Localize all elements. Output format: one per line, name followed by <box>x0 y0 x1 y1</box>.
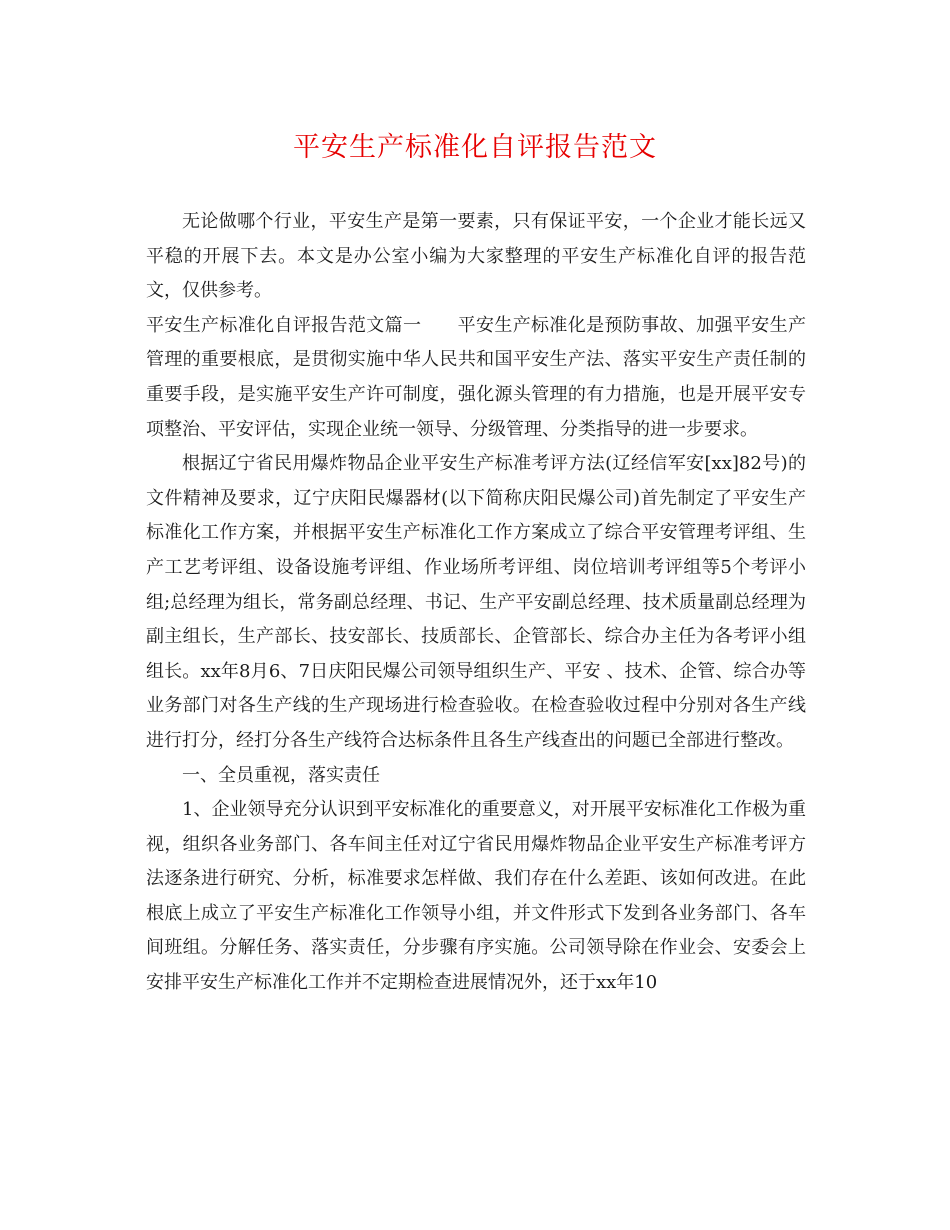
section1-paragraph <box>146 309 806 447</box>
document-body <box>146 205 806 1001</box>
section1-text: 平安生产标准化是预防事故、加强平安生产管理的重要根底，是贯彻实施中华人民共和国平安生产法、落实平安生产责任制的重要手段，是实施平安生产许可制度，强化源头管理的有力措施，也是开展平安专项整治、平安评估，实现企业统一领导、分级管理、分类指导的进一步要求。 <box>146 314 807 440</box>
document-title: 平安生产标准化自评报告范文 <box>293 132 657 163</box>
paragraph-3: 1、企业领导充分认识到平安标准化的重要意义，对开展平安标准化工作极为重视，组织各业务部门、各车间主任对辽宁省民用爆炸物品企业平安生产标准考评方法逐条进行研究、分析，标准要求怎样做、我们存在什么差距、该如何改进。在此根底上成立了平安生产标准化工作领导小组，并文件形式下发到各业务部门、各车间班组。分解任务、落实责任，分步骤有序实施。公司领导除在作业会、安委会上安排平安生产标准化工作并不定期检查进展情况外，还于xx年10 <box>146 799 806 994</box>
section1-heading: 平安生产标准化自评报告范文篇一 <box>146 314 422 336</box>
paragraph-2: 根据辽宁省民用爆炸物品企业平安生产标准考评方法(辽经信军安[xx]82号)的文件精神及要求，辽宁庆阳民爆器材(以下简称庆阳民爆公司)首先制定了平安生产标准化工作方案，并根据平安生产标准化工作方案成立了综合平安管理考评组、生产工艺考评组、设备设施考评组、作业场所考评组、岗位培训考评组等5个考评小组;总经理为组长，常务副总经理、书记、生产平安副总经理、技术质量副总经理为副主组长，生产部长、技安部长、技质部长、企管部长、综合办主任为各考评小组组长。xx年8月6、7日庆阳民爆公司领导组织生产、平安 、技术、企管、综合办等业务部门对各生产线的生产现场进行检查验收。在检查验收过程中分别对各生产线进行打分，经打分各生产线符合达标条件且各生产线查出的问题已全部进行整改。 <box>146 453 806 751</box>
intro-paragraph: 无论做哪个行业，平安生产是第一要素，只有保证平安，一个企业才能长远又平稳的开展下去。本文是办公室小编为大家整理的平安生产标准化自评的报告范文，仅供参考。 <box>146 211 806 302</box>
subheading-1: 一、全员重视，落实责任 <box>182 764 380 786</box>
